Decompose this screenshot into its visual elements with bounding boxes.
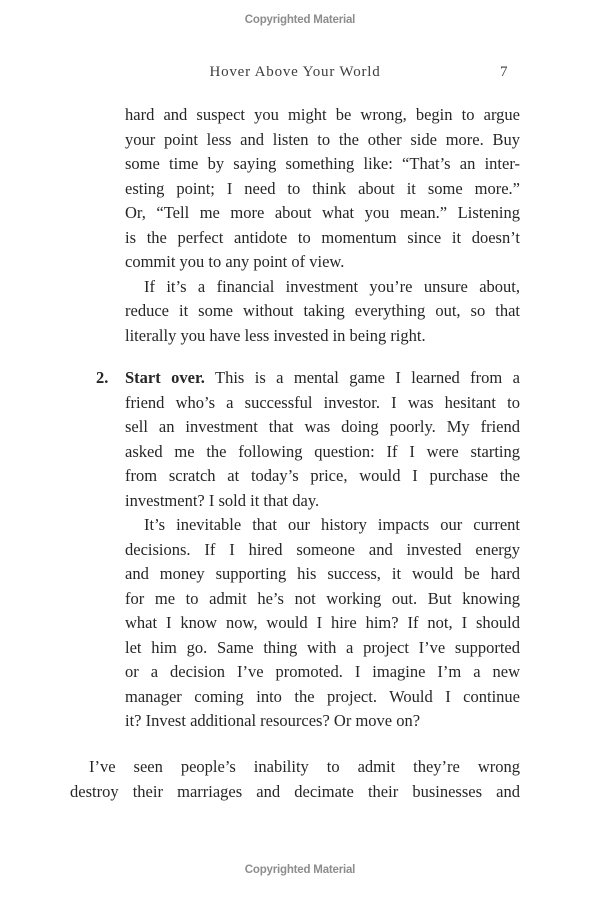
text-line: what I know now, would I hire him? If not, I should bbox=[125, 613, 520, 632]
text-line: some time by saying something like: “That’s an inter- bbox=[125, 154, 520, 173]
running-title: Hover Above Your World bbox=[209, 64, 381, 80]
text-line: asked me the following question: If I were starting bbox=[125, 441, 520, 461]
text-line: Or, “Tell me more about what you mean.” Listening bbox=[125, 203, 520, 222]
text-line: decisions. If I hired someone and invested energy bbox=[125, 539, 520, 559]
list-item-lead: Start over. bbox=[125, 368, 205, 387]
text-line: manager coming into the project. Would I continue bbox=[125, 686, 520, 706]
copyright-notice-bottom: Copyrighted Material bbox=[244, 864, 356, 876]
text-run: This is a mental game I learned from a bbox=[215, 368, 520, 387]
closing-paragraph bbox=[70, 755, 520, 804]
page-number: 7 bbox=[500, 64, 508, 80]
text-line: and money supporting his success, it would be hard bbox=[125, 564, 520, 583]
page-header bbox=[70, 64, 520, 84]
text-line: it? Invest additional resources? Or move on? bbox=[125, 711, 421, 730]
list-item-2 bbox=[96, 366, 520, 734]
text-line: your point less and listen to the other side more. Buy bbox=[125, 129, 520, 149]
text-line: If it’s a financial investment you’re unsure about, bbox=[144, 276, 520, 296]
page-body bbox=[70, 103, 520, 804]
text-line: friend who’s a successful investor. I was hesitant to bbox=[125, 392, 520, 412]
text-line: reduce it some without taking everything out, so that bbox=[125, 301, 520, 320]
copyright-notice-top: Copyrighted Material bbox=[244, 14, 356, 26]
list-item-1-continuation bbox=[125, 103, 520, 348]
paragraph bbox=[125, 275, 520, 349]
text-line: It’s inevitable that our history impacts our current bbox=[144, 515, 520, 534]
text-line: destroy their marriages and decimate their businesses and bbox=[70, 781, 520, 801]
list-item-number: 2. bbox=[96, 368, 109, 387]
text-line: sell an investment that was doing poorly. My friend bbox=[125, 417, 520, 436]
text-line: is the perfect antidote to momentum since it doesn’t bbox=[125, 227, 520, 247]
paragraph bbox=[125, 366, 520, 513]
text-line: investment? I sold it that day. bbox=[125, 490, 320, 510]
text-line: or a decision I’ve promoted. I imagine I’m a new bbox=[125, 662, 520, 681]
paragraph bbox=[125, 103, 520, 275]
paragraph-lines bbox=[125, 391, 520, 514]
text-line bbox=[125, 366, 520, 391]
text-line: from scratch at today’s price, would I purchase the bbox=[125, 466, 520, 485]
text-line: let him go. Same thing with a project I’ve supported bbox=[125, 637, 520, 657]
text-line: for me to admit he’s not working out. But knowing bbox=[125, 588, 520, 608]
text-line: literally you have less invested in being right. bbox=[125, 325, 426, 345]
text-line: hard and suspect you might be wrong, begin to argue bbox=[125, 105, 520, 124]
paragraph bbox=[70, 755, 520, 804]
text-line: esting point; I need to think about it some more.” bbox=[125, 178, 520, 198]
text-line: commit you to any point of view. bbox=[125, 252, 345, 271]
paragraph bbox=[125, 513, 520, 734]
text-line: I’ve seen people’s inability to admit they’re wrong bbox=[89, 757, 520, 776]
